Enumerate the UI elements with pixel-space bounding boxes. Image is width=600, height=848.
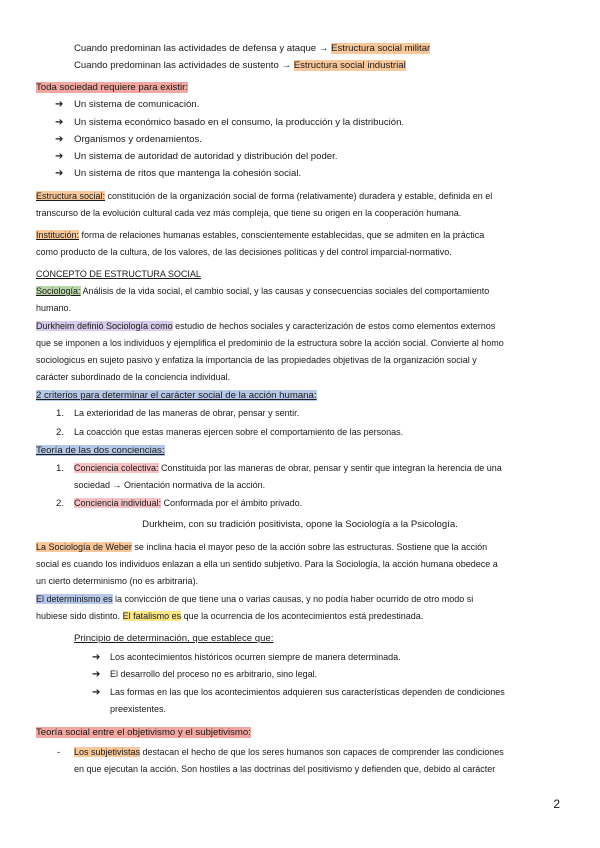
term-subjetivistas: Los subjetivistas: [74, 747, 141, 757]
section-heading: [36, 81, 188, 94]
text-line: [74, 42, 430, 55]
arrow-bullet-icon: ➔: [55, 99, 64, 110]
section-heading: [74, 632, 273, 645]
list-number: 2.: [56, 427, 65, 438]
list-item: La coacción que estas maneras ejercen sobre el comportamiento de las personas.: [74, 427, 404, 437]
section-heading: [36, 444, 165, 457]
term-conciencia-colectiva: Conciencia colectiva:: [74, 463, 159, 473]
arrow-bullet-icon: ➔: [55, 134, 64, 145]
text-line: [36, 285, 489, 298]
text-span: Análisis de la vida social, el cambio social, y las causas y consecuencias sociales del comportamiento: [80, 286, 490, 296]
term-estructura-social: Estructura social:: [36, 191, 106, 201]
text-span: Cuando predominan las actividades de defensa y ataque →: [74, 43, 332, 54]
text-line: [36, 610, 423, 623]
list-item: Un sistema económico basado en el consumo, la producción y la distribución.: [74, 117, 405, 128]
text-line: [36, 229, 484, 242]
text-line: preexistentes.: [110, 704, 167, 714]
list-item: Un sistema de comunicación.: [74, 99, 200, 110]
text-line: humano.: [36, 303, 72, 313]
text-line: [36, 320, 495, 333]
text-line: [36, 593, 473, 606]
text-line: que se imponen a los individuos y ejemplifica el predominio de la estructura sobre la acción social. Convierte al homo: [36, 338, 504, 348]
list-item: Organismos y ordenamientos.: [74, 134, 202, 145]
list-number: 2.: [56, 498, 65, 509]
text-line: sociologicus en sujeto pasivo y enfatiza la importancia de las propiedades objetivas de la organización social y: [36, 355, 477, 365]
arrow-bullet-icon: ➔: [92, 687, 101, 698]
text-span: destacan el hecho de que los seres humanos son capaces de comprender las condiciones: [140, 747, 504, 757]
page-number: 2: [553, 797, 560, 811]
term-institucion: Institución:: [36, 230, 80, 240]
text-span: estudio de hechos sociales y caracterización de estos como elementos externos: [172, 321, 496, 331]
principio-heading: Principio de determinación, que establece que:: [74, 633, 274, 644]
text-span: la convicción de que tiene una o varias causas, y no podía haber ocurrido de otro modo si: [112, 594, 474, 604]
text-span: hubiese sido distinto.: [36, 611, 123, 621]
text-span: Cuando predominan las actividades de sustento →: [74, 60, 294, 71]
centered-statement: Durkheim, con su tradición positivista, opone la Sociología a la Psicología.: [142, 519, 458, 530]
list-item: Un sistema de autoridad de autoridad y distribución del poder.: [74, 151, 338, 162]
arrow-bullet-icon: ➔: [92, 652, 101, 663]
dash-bullet: -: [57, 747, 61, 758]
list-item: El desarrollo del proceso no es arbitrario, sino legal.: [110, 669, 318, 679]
text-line: social es cuando los individuos enlazan a ella un sentido subjetivo. Para la Sociología, la acción humana obedece a: [36, 559, 498, 569]
list-item: [74, 462, 502, 475]
list-number: 1.: [56, 408, 65, 419]
criterios-heading: 2 criterios para determinar el carácter social de la acción humana:: [36, 390, 317, 401]
term-conciencia-individual: Conciencia individual:: [74, 498, 162, 508]
highlight-militar: Estructura social militar: [331, 43, 431, 54]
list-item: [74, 746, 504, 759]
arrow-bullet-icon: ➔: [55, 168, 64, 179]
arrow-bullet-icon: ➔: [92, 669, 101, 680]
list-item: Un sistema de ritos que mantenga la cohesión social.: [74, 168, 302, 179]
text-line: transcurso de la evolución cultural cada vez más compleja, que tiene su origen en la cooperación humana.: [36, 208, 462, 218]
list-item: [74, 497, 302, 510]
conciencias-heading: Teoría de las dos conciencias:: [36, 445, 165, 456]
term-durkheim: Durkheim definió Sociología como: [36, 321, 173, 331]
list-item: La exterioridad de las maneras de obrar, pensar y sentir.: [74, 408, 300, 418]
list-number: 1.: [56, 463, 65, 474]
teoria-social-heading: Teoría social entre el objetivismo y el subjetivismo:: [36, 727, 251, 738]
section-heading: [36, 389, 317, 402]
text-span: Conformada por el ámbito privado.: [161, 498, 303, 508]
requisitos-heading: Toda sociedad requiere para existir:: [36, 82, 188, 93]
arrow-bullet-icon: ➔: [55, 151, 64, 162]
term-fatalismo: El fatalismo es: [122, 611, 182, 621]
section-heading: [36, 726, 251, 739]
text-span: constitución de la organización social de forma (relativamente) duradera y estable, definida en el: [105, 191, 493, 201]
text-span: forma de relaciones humanas estables, conscientemente establecidas, que se admiten en la práctica: [79, 230, 485, 240]
section-heading: [36, 268, 201, 281]
text-line: un cierto determinismo (no es arbitraria).: [36, 576, 199, 586]
text-line: sociedad → Orientación normativa de la acción.: [74, 480, 266, 490]
arrow-bullet-icon: ➔: [55, 117, 64, 128]
text-span: se inclina hacia el mayor peso de la acción sobre las estructuras. Sostiene que la acción: [131, 542, 488, 552]
text-span: que la ocurrencia de los acontecimientos está predestinada.: [181, 611, 424, 621]
concepto-heading: CONCEPTO DE ESTRUCTURA SOCIAL: [36, 269, 201, 279]
text-line: [36, 190, 492, 203]
list-item: Los acontecimientos históricos ocurren siempre de manera determinada.: [110, 652, 401, 662]
term-sociologia: Sociología:: [36, 286, 81, 296]
text-line: como producto de la cultura, de los valores, de las decisiones políticas y del control imparcial-normativo.: [36, 247, 452, 257]
text-line: en que ejecutan la acción. Son hostiles a las doctrinas del positivismo y defienden que, debido al carácter: [74, 764, 496, 774]
text-line: [74, 59, 406, 72]
list-item: Las formas en las que los acontecimientos adquieren sus características dependen de condiciones: [110, 687, 505, 697]
text-line: [36, 541, 487, 554]
term-determinismo: El determinismo es: [36, 594, 113, 604]
text-span: Constituida por las maneras de obrar, pensar y sentir que integran la herencia de una: [158, 463, 502, 473]
text-line: carácter subordinado de la conciencia individual.: [36, 372, 231, 382]
highlight-industrial: Estructura social industrial: [293, 60, 406, 71]
term-weber: La Sociología de Weber: [36, 542, 132, 552]
